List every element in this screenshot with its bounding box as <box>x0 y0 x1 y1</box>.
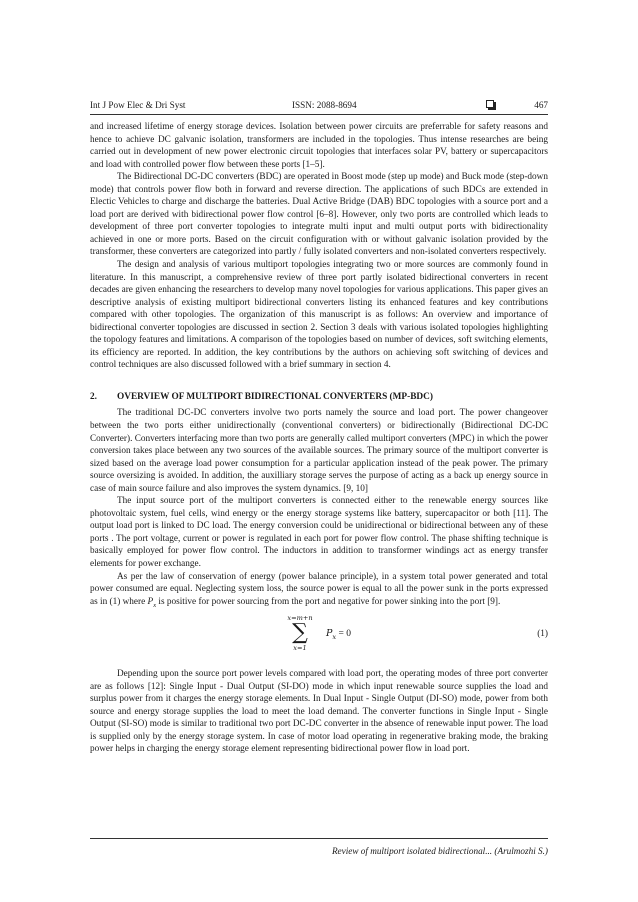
paragraph-intro-3: The design and analysis of various multiport topologies integrating two or more sources are commonly found in literature. In this manuscript, a comprehensive review of three port partly isolated bidirectional converters in recent decades are given enhancing the researchers to develop many novel topologies for various applications. This paper gives an descriptive analysis of existing multiport bidirectional converters listing its enhanced features and key contributions compared with other topologies. The organization of this manuscript is as follows: An overview and importance of bidirectional converter topologies are discussed in section 2. Section 3 deals with various isolated topologies highlighting the topology features and limitations. A comparison of the topologies based on number of devices, soft switching elements, its efficiency are reported. In addition, the key contributions by the authors on achieving soft switching of devices and control techniques are also discussed followed with a brief summary in section 4. <box>90 260 548 371</box>
paragraph-intro-1: and increased lifetime of energy storage devices. Isolation between power circuits are preferrable for safety reasons and hence to achieve DC galvanic isolation, transformers are included in the topologies. Thus intense researches are being carried out in development of new power electronic circuit topologies that interfaces solar PV, battery or supercapacitors and load with controlled power flow between these ports [1–5]. <box>90 122 548 170</box>
paragraph-final: Depending upon the source port power levels compared with load port, the operating modes of three port converter are as follows [12]: Single Input - Dual Output (SI-DO) mode in which input renewable source supplies the load and surplus power from it charges the energy storage elements. In Dual Input - Single Output (DI-SO) mode, power from both source and energy storage supplies the load to meet the load demand. The converter functions in Single Input - Single Output (SI-SO) mode is similar to traditional two port DC-DC converter in the absence of renewable input power. The load is supplied only by the energy storage system. In case of motor load operating in regenerative braking mode, the braking power helps in charging the energy storage element representing bidirectional power flow in load port. <box>90 669 548 755</box>
section-number: 2. <box>90 391 97 402</box>
paragraph-law-before: As per the law of conservation of energy (power balance principle), in a system total power generated and total power consumed are equal. Neglecting system loss, the source power is equal to all the power sunk in the ports expressed as in (1) where <box>90 571 548 607</box>
issn: ISSN: 2088-8694 <box>292 100 357 110</box>
paragraph-intro-2: The Bidirectional DC-DC converters (BDC) are operated in Boost mode (step up mode) and Buck mode (step-down mode) that controls power flow both in forward and reverse direction. The applications of such BDCs are extended in Electic Vehicles to charge and discharge the batteries. Dual Active Bridge (DAB) BDC topologies with a source port and a load port are derived with bidirectional power flow control [6–8]. However, only two ports are controlled which leads to development of three port converter topologies to integrate multi input and multi output ports with bidirectionality achieved in one or more ports. Based on the circuit configuration with or without galvanic isolation provided by the transformer, these converters are categorized into partly / fully isolated converters and non-isolated converters respectively. <box>90 172 548 258</box>
equation-rhs: = 0 <box>338 629 352 640</box>
equation-label: (1) <box>537 629 548 640</box>
journal-name: Int J Pow Elec & Dri Syst <box>90 100 186 110</box>
sum-lower-limit: x=1 <box>293 644 307 653</box>
footer-rule <box>90 838 548 839</box>
power-symbol-sub: x <box>153 601 157 609</box>
running-header <box>90 98 548 112</box>
sigma-symbol: ∑ <box>292 620 308 646</box>
header-rule <box>90 114 548 115</box>
running-footer: Review of multiport isolated bidirectional... (Arulmozhi S.) <box>331 846 548 856</box>
summation <box>280 614 320 652</box>
paragraph-law-after: is positive for power sourcing from the port and negative for power sinking into the port [9]. <box>156 596 501 607</box>
section-title: OVERVIEW OF MULTIPORT BIDIRECTIONAL CONVERTERS (MP-BDC) <box>117 391 433 402</box>
sum-upper-limit: x=m+n <box>287 614 313 623</box>
paragraph-section-1: The traditional DC-DC converters involve two ports namely the source and load port. The power changeover between the two ports either unidirectionally (conventional converters) or bidirectionally (Bidirectional DC-DC Converter). Converters interfacing more than two ports are generally called multiport converters (MPC) in which the power conversion takes place between any two sources of the available sources. The primary source of the multiport converter is sized based on the average load power consumption for a particular application instead of the peak power. The primary source oversizing is avoided. In addition, the auxilliary storage serves the purpose of acting as a back up energy source in case of main source failure and also improves the system dynamics. [9, 10] <box>90 408 548 494</box>
equation-term: P <box>326 628 333 640</box>
square-shadow-icon <box>486 100 494 108</box>
paragraph-section-2: The input source port of the multiport converters is connected either to the renewable energy sources like photovoltaic system, fuel cells, wind energy or the energy storage systems like battery, supercapacitor or both [11]. The output load port is linked to DC load. The energy conversion could be unidirectional or bidirectional between any of these ports . The port voltage, current or power is regulated in each port for power flow control. The phase shifting technique is basically employed for power flow control. The inductors in addition to transformer windings act as energy transfer elements for power exchange. <box>90 496 548 569</box>
equation-term-sub: x <box>332 632 337 641</box>
equation-body <box>326 628 351 644</box>
paragraph-law <box>90 571 548 612</box>
page-number: 467 <box>534 100 548 110</box>
section-heading <box>90 391 548 404</box>
power-symbol: P <box>147 596 154 607</box>
body-text <box>90 121 548 756</box>
equation-1 <box>90 614 548 662</box>
